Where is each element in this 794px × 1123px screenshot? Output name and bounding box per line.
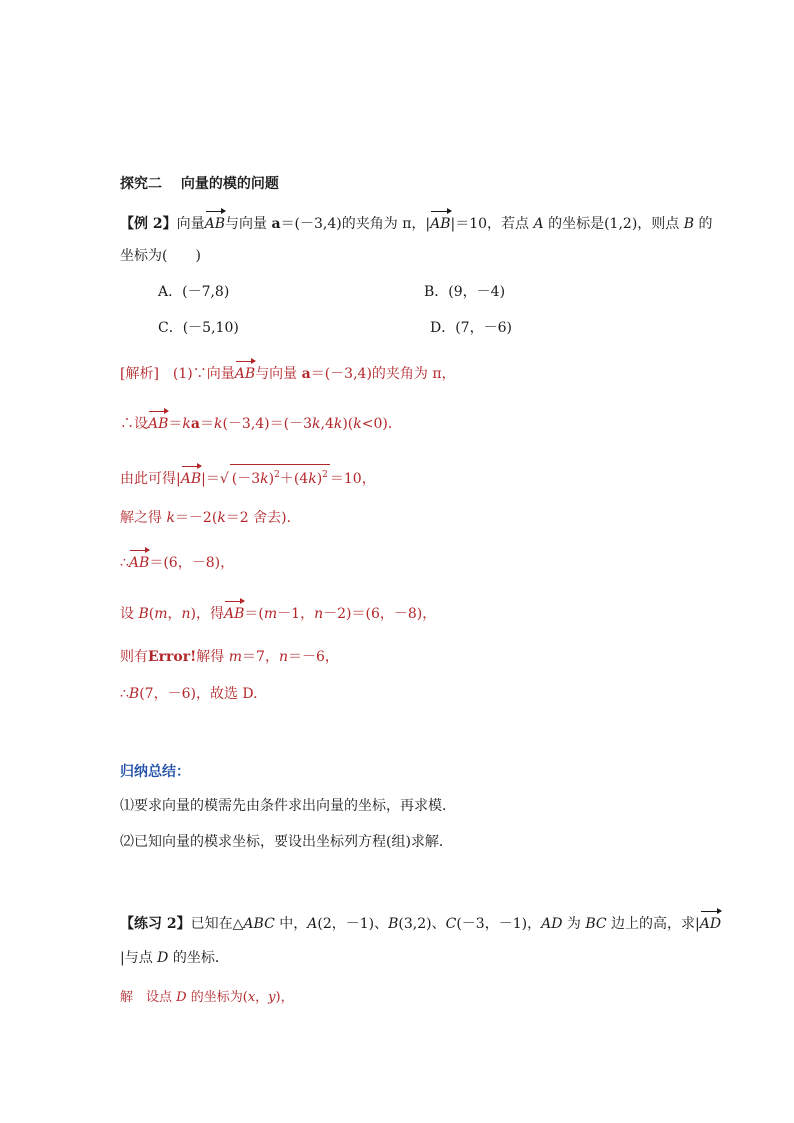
exercise-solution: 解 设点 D 的坐标为(x，y)， (120, 990, 294, 1005)
vector-ab: AB (430, 216, 451, 232)
solution-tag: [解析] (120, 366, 159, 382)
solution-line-8: ∴B(7，－6)，故选 D. (120, 686, 258, 702)
summary-item-1: ⑴要求向量的模需先由条件求出向量的坐标，再求模． (120, 798, 456, 814)
vector-ab: AB (128, 555, 150, 571)
example-tag: 【例 2】 (120, 216, 177, 232)
solution-line-6: 设 B(m，n)，得AB＝(m－1，n－2)＝(6，－8)， (120, 606, 437, 622)
solution-line-5: ∴AB＝(6，－8)， (120, 555, 235, 571)
option-a: A．(－7,8) (158, 284, 230, 300)
option-c: C．(－5,10) (158, 320, 239, 336)
example-line-1: 【例 2】向量AB与向量 a＝(－3,4)的夹角为 π，|AB|＝10，若点 A 的坐标是(1,2)，则点 B 的 (120, 216, 713, 232)
option-b: B．(9，－4) (424, 284, 506, 300)
solution-line-3: 由此可得|AB|＝√ $(-3k)^2+(4k)^2 =10$， (120, 464, 376, 489)
example-line-2: 坐标为( ) (120, 248, 201, 264)
exercise-line-2: |与点 D 的坐标． (120, 950, 229, 966)
exercise-line-1: 【练习 2】已知在△ABC 中，A(2，－1)、B(3,2)、C(－3，－1)，AD 为 BC 边上的高，求|AD (120, 916, 722, 932)
vector-ad: AD (699, 916, 722, 932)
summary-item-2: ⑵已知向量的模求坐标，要设出坐标列方程(组)求解． (120, 834, 453, 850)
option-d: D．(7，－6) (430, 320, 512, 336)
solution-line-1: [解析] (1)∵向量AB与向量 a＝(－3,4)的夹角为 π， (120, 366, 456, 382)
vector-ab: AB (204, 216, 226, 232)
sqrt-sign: √ (219, 471, 229, 487)
vector-ab: AB (148, 416, 169, 432)
solution-line-7: 则有Error!解得 m＝7，n＝－6， (120, 649, 339, 665)
vector-ab: AB (180, 471, 202, 487)
vector-ab: AB (234, 366, 256, 382)
summary-title: 归纳总结： (120, 764, 190, 780)
solution-line-4: 解之得 k＝－2(k＝2 舍去)． (120, 510, 301, 526)
error-field: Error! (148, 649, 197, 665)
exercise-tag: 【练习 2】 (120, 916, 191, 932)
radicand: $(-3k)^2+(4k)^2$ (230, 464, 330, 489)
vector-ab: AB (224, 606, 245, 622)
exercise-solution-tag: 解 (120, 990, 134, 1005)
section-title: 探究二 向量的模的问题 (120, 176, 279, 192)
solution-line-2: ∴设AB＝ka＝k(－3,4)＝(－3k,4k)(k<0)． (120, 416, 402, 432)
